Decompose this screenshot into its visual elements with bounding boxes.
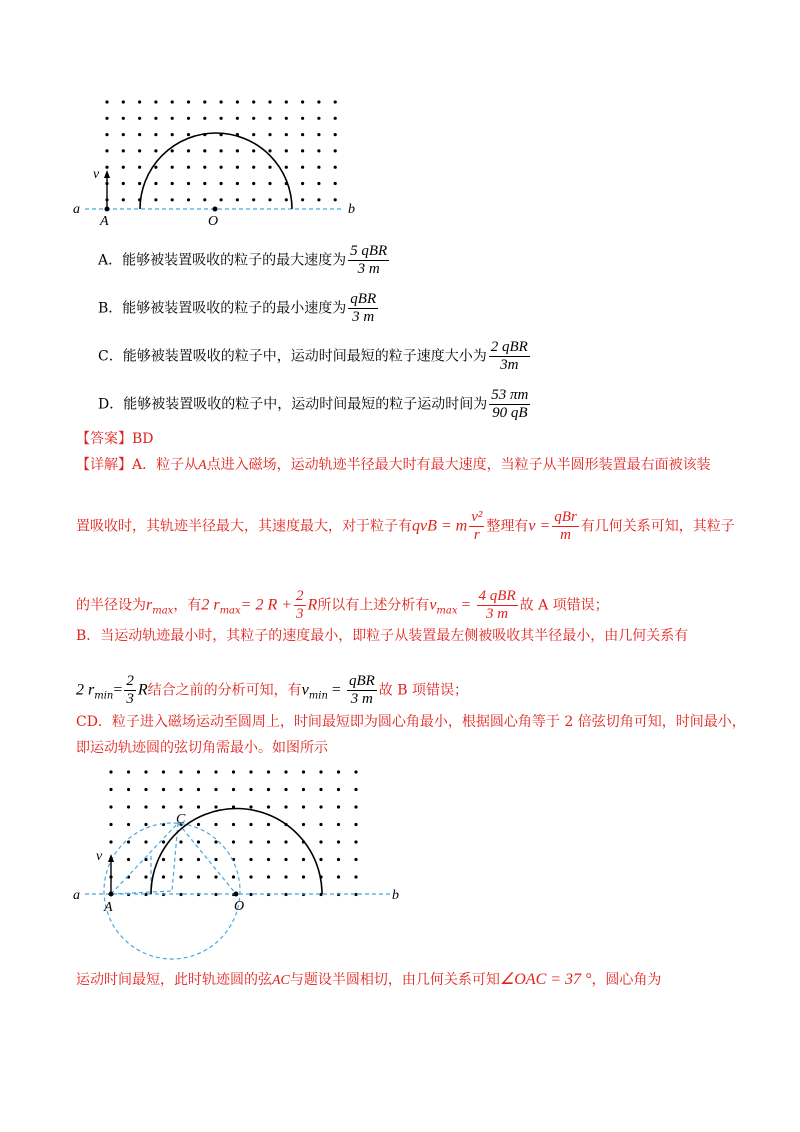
equation: 2 r [201, 596, 220, 614]
label-C: C [176, 812, 186, 827]
option-B [98, 291, 380, 326]
field-dot [285, 166, 288, 169]
detail-line-3: 的半径设为$r_{max}$，有2 $r_{max}= 2$ R + $\frac{2}{3}$ R所以有上述分析有$v_{max}$ = $\frac{\text{4 qBR}}{3 m}$ 故 A 项错误； [76, 588, 609, 622]
detail-text: 的半径设为 [76, 597, 146, 614]
field-dot [214, 770, 217, 773]
field-dot [187, 182, 190, 185]
frac-num: qBr [554, 509, 577, 525]
detail-text: 有几何关系可知，其粒子 [580, 518, 735, 535]
field-dot [302, 788, 305, 791]
field-dot [179, 788, 182, 791]
field-dot [354, 858, 357, 861]
field-dot [249, 805, 252, 808]
fraction [552, 509, 579, 544]
detail-line-8 [76, 970, 661, 991]
answer-label: 【答案】 [76, 431, 132, 447]
field-dot [122, 198, 125, 201]
field-dot [249, 840, 252, 843]
field-dot [162, 858, 165, 861]
field-dot [138, 149, 141, 152]
field-dot [337, 840, 340, 843]
field-dot [354, 840, 357, 843]
fraction [469, 509, 484, 544]
frac-num: 4 qBR [478, 588, 516, 604]
field-dot [284, 875, 287, 878]
label-b: b [392, 888, 399, 903]
field-dot [319, 788, 322, 791]
option-A [98, 243, 391, 278]
field-dot [301, 149, 304, 152]
field-dot [203, 117, 206, 120]
field-dot [127, 823, 130, 826]
option-B-text: B．能够被装置吸收的粒子的最小速度为 [98, 300, 347, 317]
field-dot [302, 858, 305, 861]
field-dot [301, 166, 304, 169]
field-dot [171, 117, 174, 120]
field-dot [179, 840, 182, 843]
field-dot [319, 840, 322, 843]
field-dot [220, 182, 223, 185]
field-dot [105, 117, 108, 120]
field-dot [197, 823, 200, 826]
label-b: b [348, 202, 355, 217]
detail-text: 点进入磁场，运动轨迹半径最大时有最大速度，当粒子从半圆形装置最右面被该装 [206, 457, 711, 473]
point-O [234, 892, 239, 897]
field-dot [249, 858, 252, 861]
label-O: O [234, 899, 245, 914]
field-dot [154, 117, 157, 120]
field-dot [203, 100, 206, 103]
field-dot [337, 875, 340, 878]
field-dot [319, 823, 322, 826]
answer [76, 429, 154, 449]
field-dot [105, 100, 108, 103]
field-dot [162, 770, 165, 773]
field-dot [284, 840, 287, 843]
point-A [109, 892, 114, 897]
equation: AC [272, 973, 290, 988]
field-dot [144, 823, 147, 826]
field-dot [354, 875, 357, 878]
field-dot [319, 858, 322, 861]
field-dot [122, 117, 125, 120]
field-dot [144, 770, 147, 773]
field-dot [122, 100, 125, 103]
field-dot [138, 117, 141, 120]
field-dot [301, 198, 304, 201]
field-dot [154, 100, 157, 103]
field-dot [334, 133, 337, 136]
field-dot [154, 133, 157, 136]
frac-den: m [560, 527, 571, 543]
field-dot [249, 875, 252, 878]
detail-text: 运动时间最短，此时轨迹圆的弦 [76, 972, 272, 988]
equation: v = [528, 517, 551, 535]
field-dot [197, 858, 200, 861]
frac-den: 3 m [486, 606, 509, 622]
equation: v [429, 596, 437, 614]
field-dot [197, 770, 200, 773]
field-dot [187, 117, 190, 120]
field-dot [179, 875, 182, 878]
field-dot [105, 149, 108, 152]
fraction [477, 588, 518, 623]
field-dot [252, 117, 255, 120]
detail-line-2 [76, 509, 735, 544]
field-dot [220, 149, 223, 152]
field-dot [109, 823, 112, 826]
option-A-fraction [348, 243, 389, 278]
field-dot [302, 875, 305, 878]
field-dot [154, 166, 157, 169]
field-dot [232, 875, 235, 878]
field-dot [127, 858, 130, 861]
option-C [98, 339, 532, 374]
fraction [294, 588, 306, 623]
field-dot [171, 198, 174, 201]
field-dot [154, 198, 157, 201]
field-dot [252, 149, 255, 152]
field-dot [317, 133, 320, 136]
field-dot [268, 117, 271, 120]
field-dot [105, 166, 108, 169]
label-A: A [104, 900, 113, 915]
semicircle-device [140, 133, 292, 209]
point-A [105, 207, 110, 212]
field-dot [334, 198, 337, 201]
detail-text: ，圆心角为 [591, 972, 662, 988]
fraction [124, 673, 136, 708]
field-dot [109, 840, 112, 843]
field-dot [334, 117, 337, 120]
field-dot [144, 805, 147, 808]
option-B-fraction [348, 291, 378, 326]
field-dot [337, 770, 340, 773]
detail-italic: A [198, 458, 207, 473]
field-dot [337, 788, 340, 791]
field-dot [203, 182, 206, 185]
field-dot [268, 166, 271, 169]
field-dot [214, 875, 217, 878]
field-dot [285, 100, 288, 103]
field-dot [144, 840, 147, 843]
detail-line-4: B．当运动轨迹最小时，其粒子的速度最小，即粒子从装置最左侧被吸收其半径最小，由几何关系有 [76, 628, 689, 644]
field-dot [197, 840, 200, 843]
field-dot [171, 100, 174, 103]
equation: 2 r [76, 681, 95, 699]
field-dot [337, 858, 340, 861]
equation: R [137, 681, 148, 699]
field-dot [214, 823, 217, 826]
subscript: min [308, 690, 328, 702]
field-dot [337, 805, 340, 808]
field-dot [171, 149, 174, 152]
field-dot [284, 805, 287, 808]
field-dot [171, 182, 174, 185]
field-dot [109, 788, 112, 791]
field-dot [171, 166, 174, 169]
field-dot [232, 770, 235, 773]
detail-text: 与题设半圆相切，由几何关系可知 [289, 972, 500, 988]
field-dot [162, 840, 165, 843]
field-dot [122, 166, 125, 169]
field-dot [232, 840, 235, 843]
frac-den: 3 m [350, 691, 373, 707]
field-dot [252, 182, 255, 185]
field-dot [127, 805, 130, 808]
figure-2-trajectory [60, 760, 420, 970]
detail-label: 【详解】 [76, 457, 132, 473]
field-dot [354, 770, 357, 773]
detail-line-5: 2 $r_{min}=$ $\frac{2}{3}$ R结合之前的分析可知，有$v_{min}$ = $\frac{\text{qBR}}{3 m}$ 故 B 项错误； [76, 673, 468, 707]
frac-num: 53 πm [491, 387, 529, 403]
field-dot [301, 117, 304, 120]
field-dot [154, 149, 157, 152]
equation: v [301, 681, 309, 699]
field-dot [171, 133, 174, 136]
detail-text: ，有 [173, 597, 202, 614]
option-D-fraction [489, 387, 530, 422]
field-dot [144, 788, 147, 791]
option-A-text: A．能够被装置吸收的粒子的最大速度为 [98, 252, 347, 269]
field-dot [301, 100, 304, 103]
field-dot [138, 182, 141, 185]
field-dot [138, 133, 141, 136]
field-dot [268, 133, 271, 136]
field-dot [127, 840, 130, 843]
field-dot [179, 770, 182, 773]
chord-AC [111, 823, 178, 894]
line-CO [178, 823, 236, 894]
frac-num: qBR [350, 291, 377, 307]
frac-num: 5 qBR [350, 243, 388, 259]
field-dot [267, 840, 270, 843]
label-v: v [96, 849, 103, 864]
field-dot [302, 823, 305, 826]
equation: R [307, 596, 318, 614]
field-dot [267, 788, 270, 791]
answer-value: BD [132, 431, 154, 447]
field-dot [203, 198, 206, 201]
frac-den: 3 m [357, 261, 380, 277]
detail-text: 置吸收时，其轨迹半径最大，其速度最大，对于粒子有 [76, 518, 412, 535]
equation: = 2 R + [240, 596, 293, 614]
field-dot [203, 149, 206, 152]
equation: qvB = m [412, 517, 468, 535]
field-dot [220, 100, 223, 103]
field-dot [284, 788, 287, 791]
field-dot [354, 805, 357, 808]
field-dot [109, 770, 112, 773]
option-C-fraction [489, 339, 530, 374]
frac-num: 2 [126, 673, 134, 689]
field-dot [105, 133, 108, 136]
field-dot [232, 823, 235, 826]
field-dot [187, 133, 190, 136]
fraction [347, 673, 377, 708]
field-dot [197, 788, 200, 791]
subscript: max [219, 605, 241, 617]
detail-text: 所以有上述分析有 [317, 597, 430, 614]
field-dot [319, 770, 322, 773]
field-dot [317, 182, 320, 185]
frac-num: qBR [348, 673, 375, 689]
field-dot [162, 788, 165, 791]
field-dot [220, 166, 223, 169]
field-dot [268, 198, 271, 201]
detail-text: 整理有 [486, 518, 529, 535]
field-dot [301, 133, 304, 136]
equation: r [146, 596, 153, 614]
detail-text: 故 A 项错误； [519, 597, 609, 614]
subscript: max [436, 605, 458, 617]
field-dot [267, 805, 270, 808]
field-dot [268, 149, 271, 152]
field-dot [319, 805, 322, 808]
field-dot [252, 133, 255, 136]
frac-den: 3m [500, 357, 519, 373]
field-dot [284, 858, 287, 861]
field-dot [302, 805, 305, 808]
figure-1-magnetic-field [60, 90, 380, 230]
frac-num: 2 [296, 588, 304, 604]
subscript: min [94, 690, 114, 702]
field-dot [127, 770, 130, 773]
field-dot [203, 166, 206, 169]
field-dot [109, 805, 112, 808]
frac-den: 3 m [352, 309, 375, 325]
detail-line-7: 即运动轨迹圆的弦切角需最小。如图所示 [76, 740, 328, 756]
frac-den: 90 qB [492, 405, 528, 421]
detail-line-1 [76, 455, 711, 476]
field-dot [334, 182, 337, 185]
field-dot [127, 788, 130, 791]
field-dot [285, 149, 288, 152]
option-C-text: C．能够被装置吸收的粒子中，运动时间最短的粒子速度大小为 [98, 348, 487, 365]
field-dot [301, 182, 304, 185]
field-dot [252, 100, 255, 103]
field-dot [285, 117, 288, 120]
field-dot [334, 100, 337, 103]
field-dot [197, 805, 200, 808]
point-O [213, 207, 218, 212]
field-dot [285, 198, 288, 201]
field-dot [236, 182, 239, 185]
field-dot [317, 149, 320, 152]
detail-text: A．粒子从 [132, 457, 199, 473]
field-dot [138, 100, 141, 103]
field-dot [284, 770, 287, 773]
detail-line-6: CD．粒子进入磁场运动至圆周上，时间最短即为圆心角最小，根据圆心角等于 2 倍弦切角可知，时间最小， [76, 714, 746, 730]
field-dot [220, 198, 223, 201]
field-dot [122, 182, 125, 185]
field-dot [285, 133, 288, 136]
field-dot [317, 117, 320, 120]
subscript: max [152, 605, 174, 617]
field-dot [337, 823, 340, 826]
field-dot [162, 875, 165, 878]
field-dot [187, 100, 190, 103]
field-dot [214, 805, 217, 808]
field-dot [138, 166, 141, 169]
field-dot [249, 823, 252, 826]
field-dot [267, 875, 270, 878]
detail-text: 结合之前的分析可知，有 [147, 682, 302, 699]
field-dot [187, 149, 190, 152]
field-dot [236, 149, 239, 152]
field-dot [249, 770, 252, 773]
field-dot [249, 788, 252, 791]
field-dot [162, 805, 165, 808]
label-v: v [93, 167, 100, 182]
field-dot [187, 166, 190, 169]
field-dot [197, 875, 200, 878]
field-dot [354, 788, 357, 791]
option-D [98, 387, 532, 422]
field-dot [214, 858, 217, 861]
field-dot [236, 198, 239, 201]
field-dot [334, 149, 337, 152]
field-dot [214, 840, 217, 843]
field-dot [267, 858, 270, 861]
field-dot [179, 805, 182, 808]
field-dot [317, 100, 320, 103]
field-dot [267, 770, 270, 773]
frac-num: 2 qBR [490, 339, 528, 355]
field-dot [236, 100, 239, 103]
field-dot [232, 788, 235, 791]
field-dot [236, 117, 239, 120]
frac-den: r [473, 527, 480, 543]
field-dot [252, 166, 255, 169]
field-dot [236, 166, 239, 169]
frac-den: 3 [126, 691, 134, 707]
field-dot [187, 198, 190, 201]
field-dot [334, 166, 337, 169]
label-a: a [73, 202, 80, 217]
field-dot [144, 875, 147, 878]
field-dot [317, 166, 320, 169]
field-dot [268, 100, 271, 103]
detail-text: 故 B 项错误； [378, 682, 468, 699]
field-dot [220, 117, 223, 120]
field-dot [302, 770, 305, 773]
frac-den: 3 [296, 606, 304, 622]
field-dot [154, 182, 157, 185]
field-dot [122, 149, 125, 152]
field-dot [214, 788, 217, 791]
field-dot [252, 198, 255, 201]
field-dot [122, 133, 125, 136]
label-O: O [208, 214, 219, 229]
frac-num: v² [471, 509, 483, 525]
field-dot [317, 198, 320, 201]
option-D-text: D．能够被装置吸收的粒子中，运动时间最短的粒子运动时间为 [98, 396, 488, 413]
label-a: a [73, 888, 80, 903]
equation: = [113, 681, 123, 699]
label-A: A [100, 214, 109, 229]
field-dot [354, 823, 357, 826]
equation: ∠OAC = 37 ° [499, 971, 592, 988]
field-dot [179, 858, 182, 861]
field-dot [267, 823, 270, 826]
field-dot [268, 182, 271, 185]
